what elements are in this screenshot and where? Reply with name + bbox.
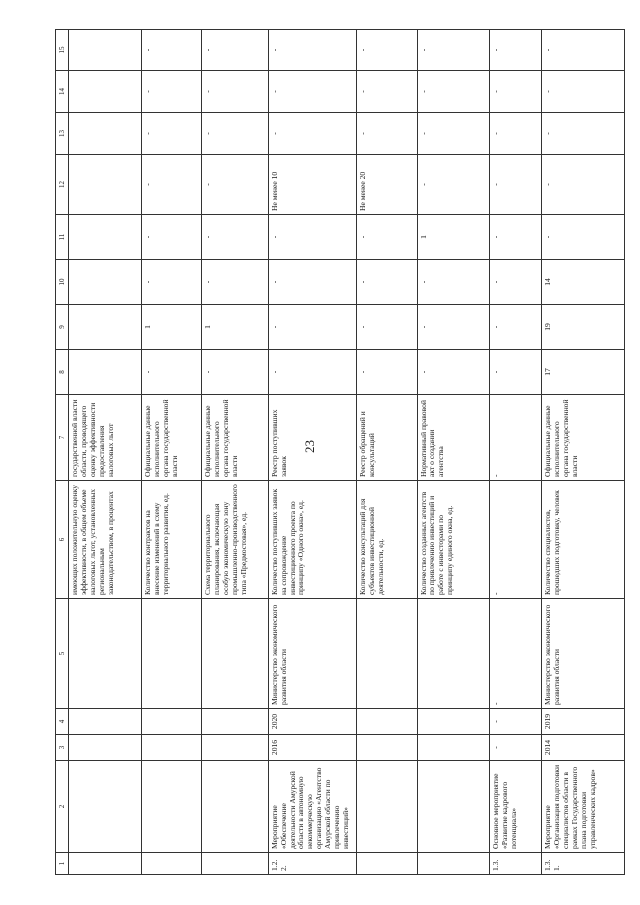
table-cell-col14 [69, 71, 142, 113]
table-cell-col2: Основное мероприятие «Развитие кадрового потенциала» [490, 761, 542, 853]
table-cell-col15: - [202, 30, 268, 71]
table-cell-col4 [202, 709, 268, 735]
table-cell-col11: - [142, 215, 202, 260]
table-cell-col11: - [202, 215, 268, 260]
table-cell-col4: 2019 [541, 709, 624, 735]
table-cell-col6: Количество созданных агентств по привлечению инвестиций и работе с инвесторами по принципу единого окна, ед. [417, 481, 490, 599]
table-cell-col6: Количество контрактов на внесение изменений в схему территориального развития, ед. [142, 481, 202, 599]
table-cell-col5 [142, 599, 202, 709]
table-cell-col5 [357, 599, 417, 709]
table-body [56, 30, 625, 875]
table-cell-col5 [417, 599, 490, 709]
table-cell-col13 [69, 113, 142, 155]
table-cell-col3 [202, 735, 268, 761]
table-cell-col6: Количество специалистов, прошедших подготовку, человек [541, 481, 624, 599]
table-cell-col2 [69, 761, 142, 853]
header-cell: 7 [56, 395, 69, 481]
table-row [541, 30, 624, 875]
table-cell-col13: - [202, 113, 268, 155]
table-cell-col15 [69, 30, 142, 71]
table-row [142, 30, 202, 875]
table-cell-col6: - [490, 481, 542, 599]
table-cell-col12: - [142, 155, 202, 215]
table-cell-col4 [69, 709, 142, 735]
table-cell-col4 [417, 709, 490, 735]
table-cell-col13: - [417, 113, 490, 155]
table-cell-col11: - [541, 215, 624, 260]
table-cell-col8: 17 [541, 350, 624, 395]
table-cell-col7: Официальные данные исполнительного органа государственной власти [202, 395, 268, 481]
table-cell-col2 [417, 761, 490, 853]
table-cell-col3 [357, 735, 417, 761]
table-cell-col7: - [490, 395, 542, 481]
table-cell-col3 [417, 735, 490, 761]
table-cell-col10: - [202, 260, 268, 305]
header-cell: 4 [56, 709, 69, 735]
table-cell-col2: Мероприятие «Организация подготовки специалистов области в рамках Государственного плана подготовки управленческих кадров» [541, 761, 624, 853]
table-cell-col10: 14 [541, 260, 624, 305]
table-row [268, 30, 357, 875]
header-cell: 6 [56, 481, 69, 599]
table-cell-col9: - [268, 305, 357, 350]
table-cell-col8: - [268, 350, 357, 395]
table-cell-col2 [357, 761, 417, 853]
table-cell-col9: 1 [142, 305, 202, 350]
rotated-table-container [55, 30, 625, 875]
table-cell-col9: - [490, 305, 542, 350]
table-cell-col14: - [202, 71, 268, 113]
header-cell: 14 [56, 71, 69, 113]
table-cell-col4 [357, 709, 417, 735]
table-cell-col15: - [268, 30, 357, 71]
table-cell-col6: имеющих положительную оценку эффективности, в общем объеме налоговых льгот, установленных региональным законодательством, в процентах [69, 481, 142, 599]
table-cell-col14: - [268, 71, 357, 113]
table-cell-col10: - [357, 260, 417, 305]
table-cell-col9: - [417, 305, 490, 350]
table-cell-col3 [69, 735, 142, 761]
table-cell-col5 [202, 599, 268, 709]
table-cell-col11: - [490, 215, 542, 260]
table-cell-col3: - [490, 735, 542, 761]
table-cell-col8: - [417, 350, 490, 395]
table-cell-col1 [142, 853, 202, 875]
table-cell-col2 [202, 761, 268, 853]
table-cell-col10 [69, 260, 142, 305]
header-cell: 13 [56, 113, 69, 155]
table-cell-col15: - [417, 30, 490, 71]
table-cell-col3: 2014 [541, 735, 624, 761]
table-cell-col12: Не менее 20 [357, 155, 417, 215]
table-cell-col4: 2020 [268, 709, 357, 735]
table-cell-col8: - [142, 350, 202, 395]
table-cell-col12: - [202, 155, 268, 215]
table-cell-col8: - [490, 350, 542, 395]
table-cell-col12: - [490, 155, 542, 215]
table-cell-col15: - [541, 30, 624, 71]
table-cell-col7: Реестр поступивших заявок [268, 395, 357, 481]
page-number: 23 [302, 440, 317, 453]
table-cell-col13: - [490, 113, 542, 155]
table-cell-col4: - [490, 709, 542, 735]
table-cell-col1 [69, 853, 142, 875]
table-cell-col7: Реестр обращений и консультаций [357, 395, 417, 481]
header-cell: 2 [56, 761, 69, 853]
header-cell: 9 [56, 305, 69, 350]
header-row [56, 30, 69, 875]
header-cell: 11 [56, 215, 69, 260]
table-cell-col14: - [357, 71, 417, 113]
table-row [490, 30, 542, 875]
table-cell-col12: - [417, 155, 490, 215]
table-cell-col13: - [268, 113, 357, 155]
table-cell-col3 [142, 735, 202, 761]
table-cell-col7: Официальные данные исполнительного органа государственной власти [142, 395, 202, 481]
table-cell-col15: - [142, 30, 202, 71]
table-cell-col13: - [357, 113, 417, 155]
table-cell-col15: - [490, 30, 542, 71]
table-cell-col10: - [417, 260, 490, 305]
table-cell-col9: 1 [202, 305, 268, 350]
table-cell-col11: - [357, 215, 417, 260]
table-cell-col1: 1.3. [490, 853, 542, 875]
table-cell-col8: - [357, 350, 417, 395]
table-cell-col14: - [142, 71, 202, 113]
table-cell-col9: - [357, 305, 417, 350]
header-cell: 10 [56, 260, 69, 305]
table-cell-col7: государственной власти области, проводящего оценку эффективности предоставления налоговых льгот [69, 395, 142, 481]
table-cell-col14: - [541, 71, 624, 113]
header-cell: 5 [56, 599, 69, 709]
table-cell-col8 [69, 350, 142, 395]
table-cell-col10: - [142, 260, 202, 305]
table-cell-col1: 1.2.2. [268, 853, 357, 875]
table-cell-col4 [142, 709, 202, 735]
table-cell-col11: 1 [417, 215, 490, 260]
table-cell-col8: - [202, 350, 268, 395]
header-cell: 12 [56, 155, 69, 215]
table-cell-col10: - [490, 260, 542, 305]
table-row [202, 30, 268, 875]
table-cell-col10: - [268, 260, 357, 305]
table-cell-col1 [417, 853, 490, 875]
table-cell-col6: Количество поступивших заявок на сопровождение инвестиционного проекта по принципу «Одного окна», ед. [268, 481, 357, 599]
table-cell-col5 [69, 599, 142, 709]
program-indicators-table [55, 29, 625, 875]
table-cell-col14: - [490, 71, 542, 113]
table-cell-col7: Официальные данные исполнительного органа государственной власти [541, 395, 624, 481]
table-cell-col13: - [142, 113, 202, 155]
table-cell-col1 [357, 853, 417, 875]
table-cell-col1 [202, 853, 268, 875]
header-cell: 8 [56, 350, 69, 395]
table-cell-col7: Нормативный правовой акт о создании агентства [417, 395, 490, 481]
table-cell-col5: - [490, 599, 542, 709]
table-cell-col2 [142, 761, 202, 853]
header-cell: 3 [56, 735, 69, 761]
table-cell-col9: 19 [541, 305, 624, 350]
table-cell-col6: Количество консультаций для субъектов инвестиционной деятельности, ед. [357, 481, 417, 599]
table-row [417, 30, 490, 875]
table-cell-col11: - [268, 215, 357, 260]
table-row [357, 30, 417, 875]
table-cell-col15: - [357, 30, 417, 71]
table-cell-col13: - [541, 113, 624, 155]
table-cell-col6: Схема территориального планирования, включающая особую экономическую зону промышленно-производственного типа «Предмостовая», ед. [202, 481, 268, 599]
table-cell-col11 [69, 215, 142, 260]
header-cell: 1 [56, 853, 69, 875]
table-cell-col12: Не менее 10 [268, 155, 357, 215]
table-cell-col12 [69, 155, 142, 215]
header-cell: 15 [56, 30, 69, 71]
table-cell-col1: 1.3.1. [541, 853, 624, 875]
table-cell-col5: Министерство экономического развития области [268, 599, 357, 709]
table-row [69, 30, 142, 875]
table-cell-col14: - [417, 71, 490, 113]
table-cell-col3: 2016 [268, 735, 357, 761]
table-cell-col12: - [541, 155, 624, 215]
table-cell-col9 [69, 305, 142, 350]
table-cell-col5: Министерство экономического развития области [541, 599, 624, 709]
table-cell-col2: Мероприятие «Обеспечение деятельности Амурской области в автономную некоммерческую организацию «Агентство Амурской области по привлечению инвестиций» [268, 761, 357, 853]
